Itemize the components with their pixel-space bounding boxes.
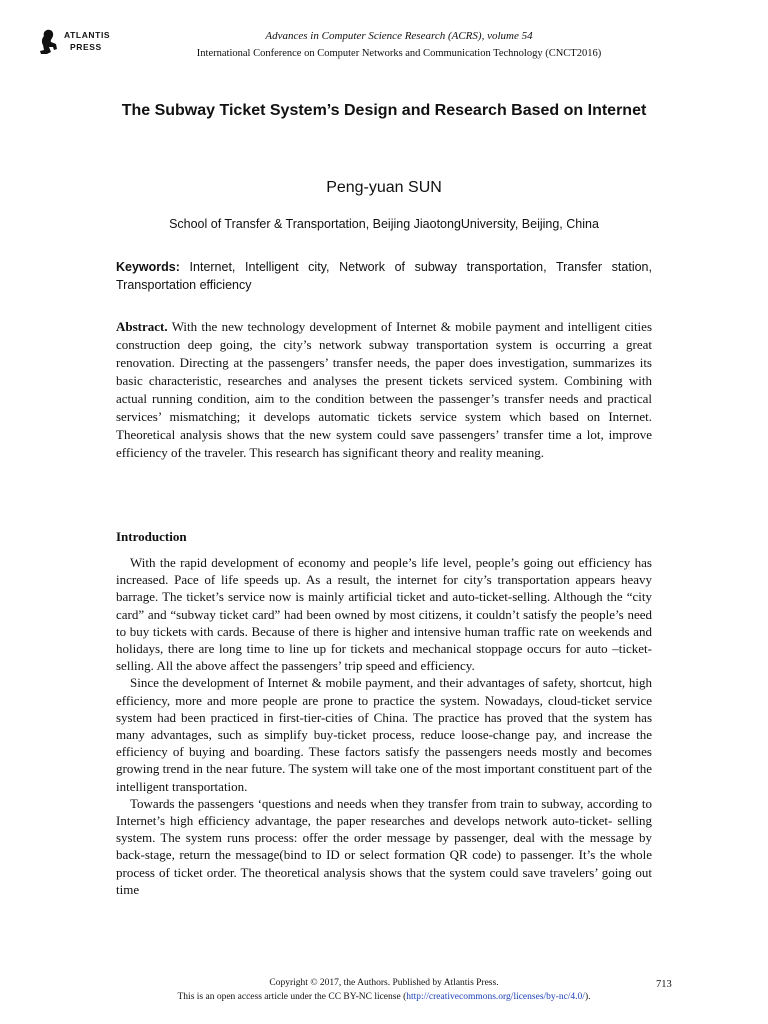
logo-line-2: PRESS — [70, 42, 102, 52]
keywords-section — [116, 258, 652, 294]
introduction-heading: Introduction — [116, 529, 187, 544]
intro-paragraph-1: With the rapid development of economy and people’s life level, people’s going out efficiency has increased. Pace of life speeds up. As a result, the internet for city’s transportation appears heavy barrage. The ticket’s service now is mainly artificial ticket and auto-ticket-selling. Although the “city card” and “subway ticket card” had been owned by most citizens, it couldn’t satisfy the people’s need to buy tickets with cards. Because of there is higher and intensive human traffic rate on weekends and holidays, there are long time to line up for tickets and mechanical stoppage occurs for auto –ticket-selling. All the above affect the passengers’ trip speed and efficiency. — [116, 555, 652, 674]
license-line — [0, 990, 768, 1004]
license-prefix: This is an open access article under the CC BY-NC license ( — [177, 992, 407, 1002]
copyright-line: Copyright © 2017, the Authors. Published by Atlantis Press. — [269, 978, 499, 988]
author-affiliation: School of Transfer & Transportation, Beijing JiaotongUniversity, Beijing, China — [169, 217, 599, 231]
abstract-label: Abstract. — [116, 319, 168, 334]
intro-paragraph-3: Towards the passengers ‘questions and needs when they transfer from train to subway, according to Internet’s high efficiency advantage, the paper researches and develops network auto-ticket- selling system. The system runs process: offer the order message by passenger, deal with the message by back-stage, return the message(bind to ID or select formation QR code) to passenger. It’s the whole process of ticket order. The theoretical analysis shows that the system could save travelers’ going out time — [116, 795, 652, 897]
abstract-section — [116, 318, 652, 462]
author-name: Peng-yuan SUN — [326, 179, 442, 196]
abstract-text: With the new technology development of Internet & mobile payment and intelligent cities construction deep going, the city’s network subway transportation system is occurring a great renovation. Directing at the passengers’ transfer needs, the paper does investigation, summarizes its basic characteristic, researches and analyses the present tickets serviced system. Combining with actual running condition, aim to the condition between the passenger’s transfer needs and practical services’ mismatching; it develops automatic tickets service system which based on Internet. Theoretical analysis shows that the new system could save passengers’ transfer time a lot, improve efficiency of the traveler. This research has significant theory and reality meaning. — [116, 319, 653, 460]
keywords-text: Internet, Intelligent city, Network of subway transportation, Transfer station, Transportation efficiency — [116, 260, 652, 292]
conference-name: International Conference on Computer Networks and Communication Technology (CNCT2016) — [196, 48, 602, 59]
license-suffix: ). — [584, 992, 591, 1002]
paper-title: The Subway Ticket System’s Design and Research Based on Internet — [121, 102, 647, 119]
intro-paragraph-2: Since the development of Internet & mobile payment, and their advantages of safety, shortcut, high efficiency, more and more people are prone to practice the system. Nowadays, cloud-ticket service system had been practiced in first-tier-cities of China. The practice has proved that the system has many advantages, such as simplify buy-ticket process, reduce loose-change pay, and increase the efficiency of buying and boarding. These factors satisfy the passengers needs mostly and becomes growing trend in the near future. The system will take one of the most important constituent part of the intelligent transportation. — [116, 675, 652, 794]
keywords-label: Keywords: — [116, 260, 180, 274]
journal-name: Advances in Computer Science Research (ACRS), volume 54 — [265, 30, 533, 42]
page-footer — [0, 976, 768, 1004]
logo-line-1: ATLANTIS — [64, 30, 111, 40]
introduction-body — [116, 554, 652, 898]
page-number: 713 — [656, 979, 672, 990]
license-link[interactable]: http://creativecommons.org/licenses/by-nc/4.0/ — [406, 992, 585, 1002]
